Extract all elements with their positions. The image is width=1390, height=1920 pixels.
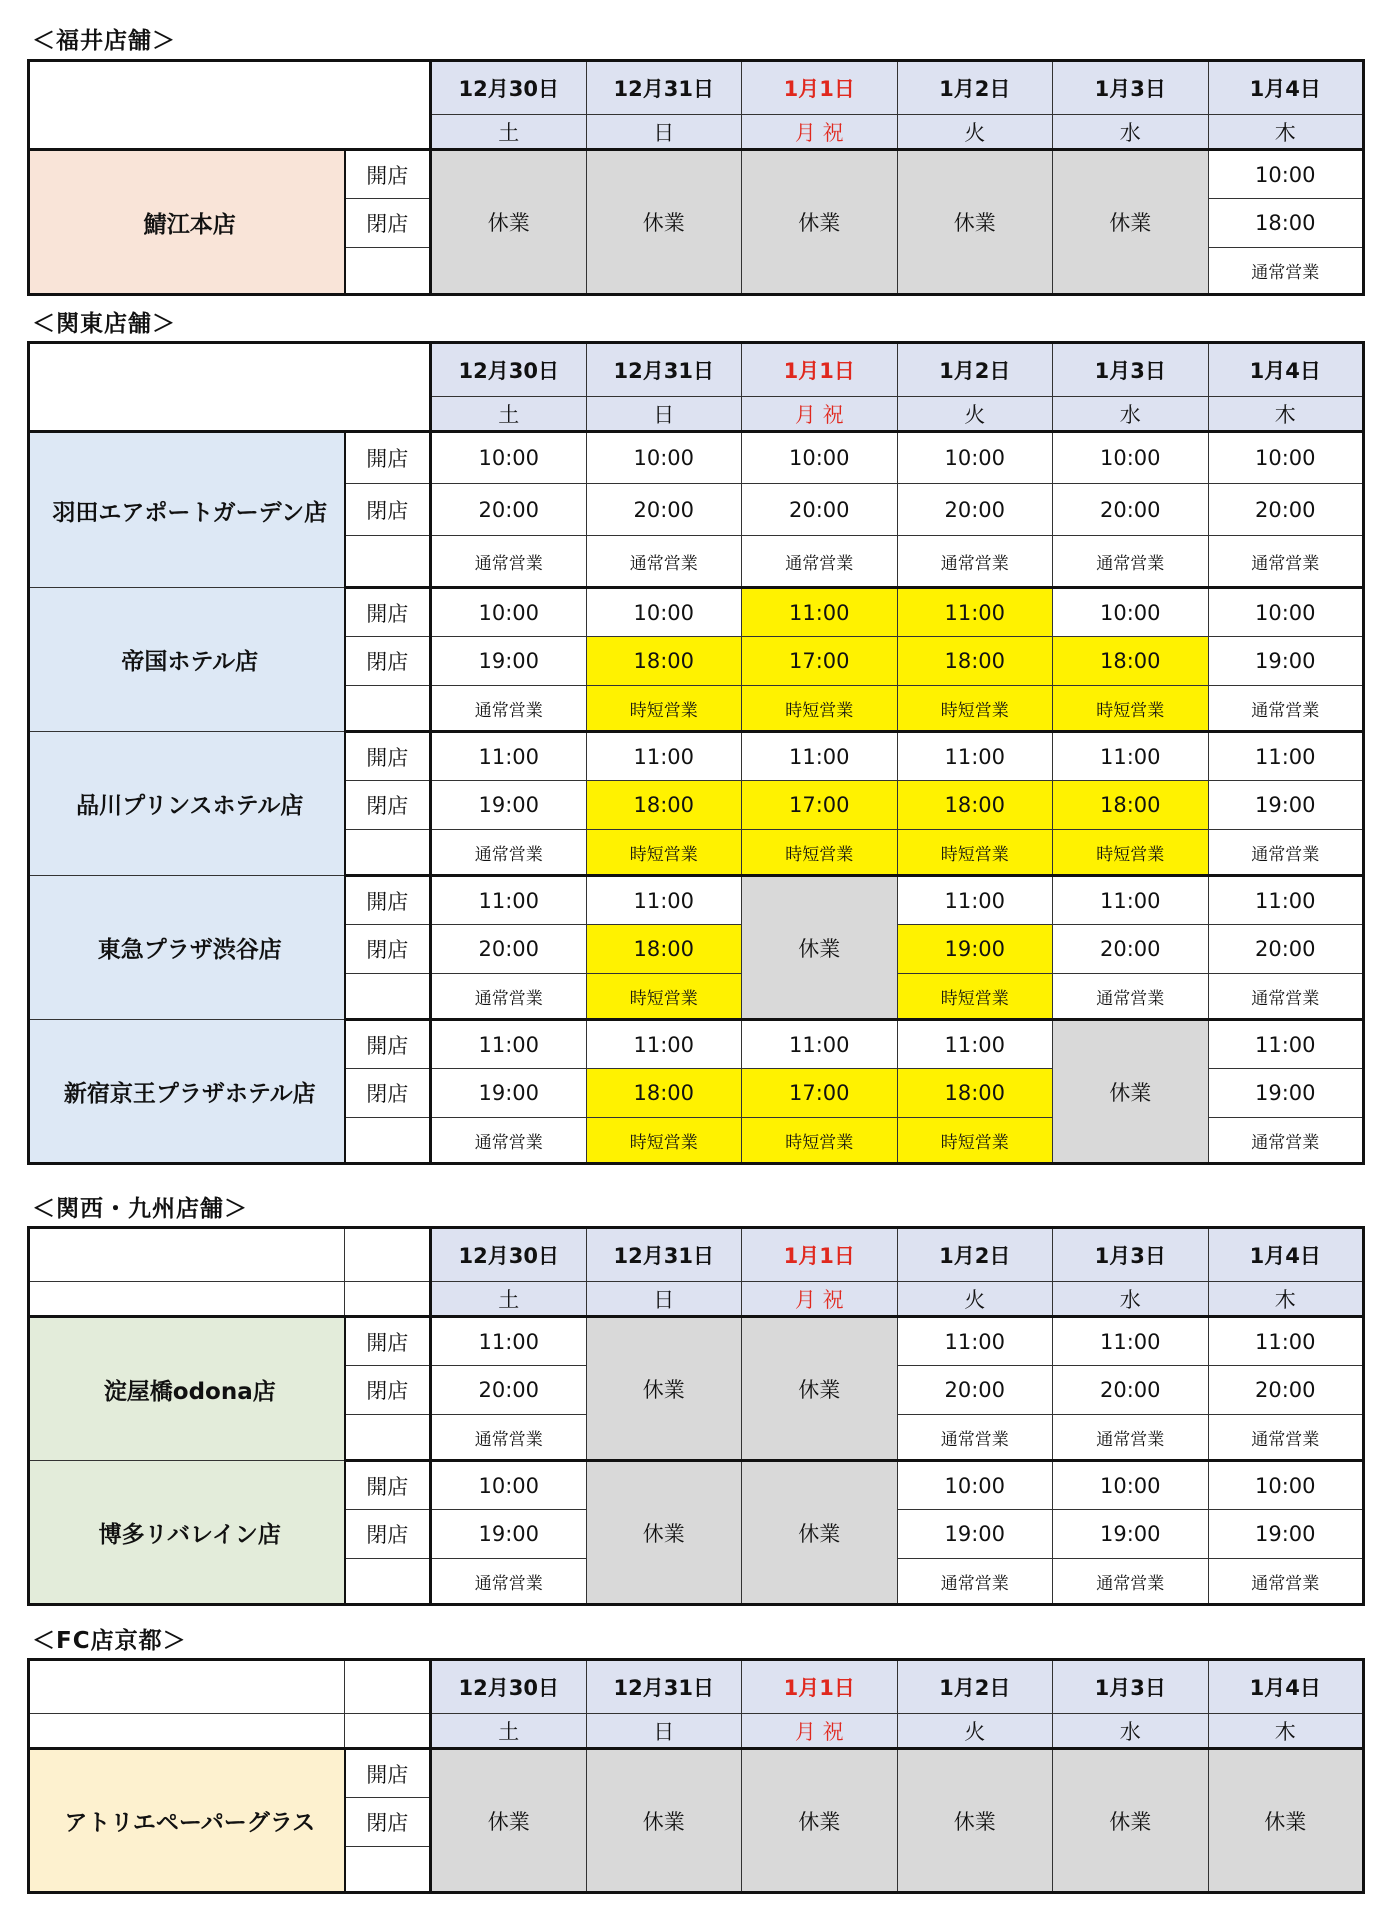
status-note: 通常営業: [1053, 1415, 1209, 1461]
close-label: 閉店: [345, 1798, 431, 1847]
closed-cell: 休業: [742, 1749, 898, 1893]
open-time: 10:00: [1053, 588, 1209, 637]
schedule-table-fukui: [27, 59, 1365, 296]
close-label: 閉店: [345, 1510, 431, 1559]
status-note: 通常営業: [1208, 248, 1364, 295]
weekday-header: 日: [586, 1282, 742, 1317]
close-time: 18:00: [1053, 781, 1209, 830]
weekday-header: 水: [1053, 1282, 1209, 1317]
status-note: 通常営業: [431, 974, 587, 1020]
open-time: 10:00: [431, 588, 587, 637]
open-time: 10:00: [742, 432, 898, 484]
status-note: 通常営業: [1208, 830, 1364, 876]
close-time: 19:00: [431, 1069, 587, 1118]
open-time: 11:00: [1053, 732, 1209, 781]
status-note: 通常営業: [1053, 974, 1209, 1020]
header-corner: [29, 1660, 345, 1714]
close-label: 閉店: [345, 1069, 431, 1118]
date-header: 12月30日: [431, 1228, 587, 1282]
date-header: 1月4日: [1208, 343, 1364, 397]
closed-cell: 休業: [431, 150, 587, 295]
open-time: 10:00: [586, 588, 742, 637]
status-note: 時短営業: [1053, 686, 1209, 732]
close-time: 18:00: [586, 925, 742, 974]
date-header: 1月3日: [1053, 1660, 1209, 1714]
status-note: 時短営業: [586, 686, 742, 732]
status-label-empty: [345, 1847, 431, 1893]
close-time: 20:00: [431, 1366, 587, 1415]
close-time: 19:00: [431, 781, 587, 830]
date-header: 1月1日: [742, 1228, 898, 1282]
date-header: 1月2日: [897, 1228, 1053, 1282]
close-time: 19:00: [897, 1510, 1053, 1559]
weekday-header: 水: [1053, 397, 1209, 432]
section-title-fukui: ＜福井店舗＞: [32, 28, 176, 54]
status-label-empty: [345, 1559, 431, 1605]
weekday-header: 土: [431, 1714, 587, 1749]
open-time: 10:00: [431, 432, 587, 484]
close-time: 19:00: [1208, 637, 1364, 686]
weekday-header: 木: [1208, 1282, 1364, 1317]
date-header: 1月2日: [897, 343, 1053, 397]
close-time: 20:00: [1208, 925, 1364, 974]
open-time: 10:00: [1053, 1461, 1209, 1510]
close-time: 18:00: [897, 781, 1053, 830]
close-time: 18:00: [586, 1069, 742, 1118]
close-time: 18:00: [1208, 199, 1364, 248]
date-header: 12月31日: [586, 1228, 742, 1282]
open-time: 10:00: [897, 1461, 1053, 1510]
open-time: 10:00: [1208, 432, 1364, 484]
close-time: 19:00: [431, 637, 587, 686]
status-note: 時短営業: [586, 830, 742, 876]
closed-cell: 休業: [586, 1317, 742, 1461]
open-time: 11:00: [1208, 876, 1364, 925]
weekday-header: 木: [1208, 397, 1364, 432]
store-name: 羽田エアポートガーデン店: [29, 432, 345, 588]
date-header: 1月3日: [1053, 343, 1209, 397]
status-note: 通常営業: [431, 686, 587, 732]
status-note: 時短営業: [897, 974, 1053, 1020]
schedule-table-kanto: [27, 341, 1365, 1165]
closed-cell: 休業: [742, 1461, 898, 1605]
date-header: 1月4日: [1208, 1228, 1364, 1282]
close-time: 18:00: [897, 1069, 1053, 1118]
status-note: 通常営業: [431, 830, 587, 876]
closed-cell: 休業: [1053, 150, 1209, 295]
weekday-header: 火: [897, 1714, 1053, 1749]
status-note: 通常営業: [586, 536, 742, 588]
close-time: 19:00: [897, 925, 1053, 974]
closed-cell: 休業: [742, 876, 898, 1020]
schedule-table-fc: [27, 1658, 1365, 1894]
open-time: 11:00: [431, 876, 587, 925]
closed-cell: 休業: [742, 1317, 898, 1461]
weekday-header: 月 祝: [742, 1282, 898, 1317]
status-label-empty: [345, 1118, 431, 1164]
closed-cell: 休業: [1053, 1020, 1209, 1164]
open-time: 11:00: [586, 876, 742, 925]
open-time: 11:00: [1208, 1020, 1364, 1069]
store-name: 博多リバレイン店: [29, 1461, 345, 1605]
weekday-header: 火: [897, 115, 1053, 150]
store-name: 淀屋橋odona店: [29, 1317, 345, 1461]
date-header: 12月30日: [431, 343, 587, 397]
open-time: 11:00: [431, 1317, 587, 1366]
date-header: 1月2日: [897, 61, 1053, 115]
weekday-header: 水: [1053, 1714, 1209, 1749]
closed-cell: 休業: [897, 1749, 1053, 1893]
open-time: 10:00: [1208, 1461, 1364, 1510]
closed-cell: 休業: [586, 150, 742, 295]
status-note: 通常営業: [1208, 536, 1364, 588]
weekday-header: 土: [431, 1282, 587, 1317]
status-note: 時短営業: [897, 686, 1053, 732]
store-name: 鯖江本店: [29, 150, 345, 295]
date-header: 12月31日: [586, 343, 742, 397]
status-label-empty: [345, 248, 431, 295]
open-time: 11:00: [1208, 1317, 1364, 1366]
open-time: 11:00: [586, 732, 742, 781]
open-label: 開店: [345, 1020, 431, 1069]
status-note: 通常営業: [431, 1118, 587, 1164]
close-time: 19:00: [1208, 1510, 1364, 1559]
status-note: 通常営業: [1053, 1559, 1209, 1605]
status-note: 通常営業: [742, 536, 898, 588]
status-label-empty: [345, 1415, 431, 1461]
open-time: 11:00: [431, 732, 587, 781]
weekday-header: 水: [1053, 115, 1209, 150]
store-name: アトリエペーパーグラス: [29, 1749, 345, 1893]
open-label: 開店: [345, 1749, 431, 1798]
open-label: 開店: [345, 150, 431, 199]
status-note: 時短営業: [897, 830, 1053, 876]
status-note: 通常営業: [897, 1559, 1053, 1605]
date-header: 12月30日: [431, 61, 587, 115]
weekday-header: 木: [1208, 1714, 1364, 1749]
status-note: 時短営業: [742, 830, 898, 876]
closed-cell: 休業: [431, 1749, 587, 1893]
status-note: 時短営業: [586, 974, 742, 1020]
status-label-empty: [345, 536, 431, 588]
store-name: 東急プラザ渋谷店: [29, 876, 345, 1020]
closed-cell: 休業: [586, 1461, 742, 1605]
open-time: 11:00: [586, 1020, 742, 1069]
open-time: 10:00: [586, 432, 742, 484]
store-name: 品川プリンスホテル店: [29, 732, 345, 876]
header-corner: [345, 1282, 431, 1317]
open-time: 11:00: [897, 588, 1053, 637]
open-label: 開店: [345, 432, 431, 484]
close-time: 20:00: [1053, 484, 1209, 536]
closed-cell: 休業: [1208, 1749, 1364, 1893]
status-note: 通常営業: [431, 1415, 587, 1461]
close-time: 17:00: [742, 637, 898, 686]
close-time: 20:00: [897, 484, 1053, 536]
status-note: 通常営業: [431, 536, 587, 588]
close-label: 閉店: [345, 637, 431, 686]
open-time: 10:00: [897, 432, 1053, 484]
status-note: 通常営業: [1208, 1118, 1364, 1164]
close-label: 閉店: [345, 1366, 431, 1415]
store-name: 帝国ホテル店: [29, 588, 345, 732]
header-corner: [29, 61, 431, 150]
weekday-header: 日: [586, 397, 742, 432]
open-time: 10:00: [1053, 432, 1209, 484]
open-time: 11:00: [1053, 1317, 1209, 1366]
open-label: 開店: [345, 588, 431, 637]
date-header: 1月1日: [742, 61, 898, 115]
close-time: 20:00: [1053, 925, 1209, 974]
close-label: 閉店: [345, 484, 431, 536]
close-time: 19:00: [431, 1510, 587, 1559]
open-time: 11:00: [897, 732, 1053, 781]
status-note: 通常営業: [897, 1415, 1053, 1461]
close-time: 20:00: [1208, 1366, 1364, 1415]
date-header: 1月4日: [1208, 61, 1364, 115]
open-time: 11:00: [742, 588, 898, 637]
closed-cell: 休業: [1053, 1749, 1209, 1893]
close-time: 20:00: [431, 484, 587, 536]
closed-cell: 休業: [742, 150, 898, 295]
date-header: 1月2日: [897, 1660, 1053, 1714]
close-time: 17:00: [742, 781, 898, 830]
close-time: 19:00: [1053, 1510, 1209, 1559]
date-header: 12月31日: [586, 61, 742, 115]
date-header: 1月3日: [1053, 1228, 1209, 1282]
header-corner: [345, 1228, 431, 1282]
close-time: 20:00: [1053, 1366, 1209, 1415]
section-title-kanto: ＜関東店舗＞: [32, 311, 176, 337]
date-header: 1月4日: [1208, 1660, 1364, 1714]
close-time: 20:00: [431, 925, 587, 974]
close-time: 20:00: [897, 1366, 1053, 1415]
header-corner: [345, 1660, 431, 1714]
date-header: 12月31日: [586, 1660, 742, 1714]
open-time: 11:00: [742, 1020, 898, 1069]
close-time: 19:00: [1208, 781, 1364, 830]
status-note: 時短営業: [1053, 830, 1209, 876]
status-note: 通常営業: [1208, 686, 1364, 732]
open-label: 開店: [345, 1461, 431, 1510]
weekday-header: 日: [586, 115, 742, 150]
close-time: 18:00: [586, 637, 742, 686]
open-label: 開店: [345, 732, 431, 781]
schedule-table-kansai: [27, 1226, 1365, 1606]
status-note: 通常営業: [431, 1559, 587, 1605]
status-note: 通常営業: [1208, 1559, 1364, 1605]
close-time: 18:00: [897, 637, 1053, 686]
status-note: 時短営業: [742, 686, 898, 732]
weekday-header: 火: [897, 1282, 1053, 1317]
weekday-header: 土: [431, 397, 587, 432]
date-header: 1月3日: [1053, 61, 1209, 115]
date-header: 1月1日: [742, 343, 898, 397]
open-time: 11:00: [431, 1020, 587, 1069]
status-note: 時短営業: [586, 1118, 742, 1164]
open-time: 10:00: [1208, 150, 1364, 199]
open-time: 11:00: [897, 1317, 1053, 1366]
close-time: 17:00: [742, 1069, 898, 1118]
close-time: 20:00: [1208, 484, 1364, 536]
status-note: 通常営業: [897, 536, 1053, 588]
close-label: 閉店: [345, 199, 431, 248]
weekday-header: 土: [431, 115, 587, 150]
close-time: 20:00: [586, 484, 742, 536]
section-title-kansai: ＜関西・九州店舗＞: [32, 1196, 248, 1222]
open-time: 11:00: [742, 732, 898, 781]
close-time: 19:00: [1208, 1069, 1364, 1118]
open-label: 開店: [345, 876, 431, 925]
weekday-header: 月 祝: [742, 397, 898, 432]
weekday-header: 火: [897, 397, 1053, 432]
status-note: 通常営業: [1053, 536, 1209, 588]
open-label: 開店: [345, 1317, 431, 1366]
weekday-header: 木: [1208, 115, 1364, 150]
open-time: 11:00: [1053, 876, 1209, 925]
section-title-fc: ＜FC店京都＞: [32, 1628, 187, 1654]
close-time: 18:00: [1053, 637, 1209, 686]
status-label-empty: [345, 686, 431, 732]
status-note: 通常営業: [1208, 1415, 1364, 1461]
status-label-empty: [345, 974, 431, 1020]
open-time: 11:00: [1208, 732, 1364, 781]
open-time: 10:00: [1208, 588, 1364, 637]
weekday-header: 月 祝: [742, 1714, 898, 1749]
weekday-header: 日: [586, 1714, 742, 1749]
date-header: 12月30日: [431, 1660, 587, 1714]
closed-cell: 休業: [897, 150, 1053, 295]
store-name: 新宿京王プラザホテル店: [29, 1020, 345, 1164]
close-time: 20:00: [742, 484, 898, 536]
open-time: 11:00: [897, 1020, 1053, 1069]
close-label: 閉店: [345, 781, 431, 830]
status-note: 時短営業: [897, 1118, 1053, 1164]
header-corner: [345, 1714, 431, 1749]
weekday-header: 月 祝: [742, 115, 898, 150]
header-corner: [29, 343, 431, 432]
closed-cell: 休業: [586, 1749, 742, 1893]
header-corner: [29, 1714, 345, 1749]
status-note: 時短営業: [742, 1118, 898, 1164]
header-corner: [29, 1282, 345, 1317]
close-time: 18:00: [586, 781, 742, 830]
close-label: 閉店: [345, 925, 431, 974]
open-time: 11:00: [897, 876, 1053, 925]
status-note: 通常営業: [1208, 974, 1364, 1020]
open-time: 10:00: [431, 1461, 587, 1510]
header-corner: [29, 1228, 345, 1282]
status-label-empty: [345, 830, 431, 876]
date-header: 1月1日: [742, 1660, 898, 1714]
